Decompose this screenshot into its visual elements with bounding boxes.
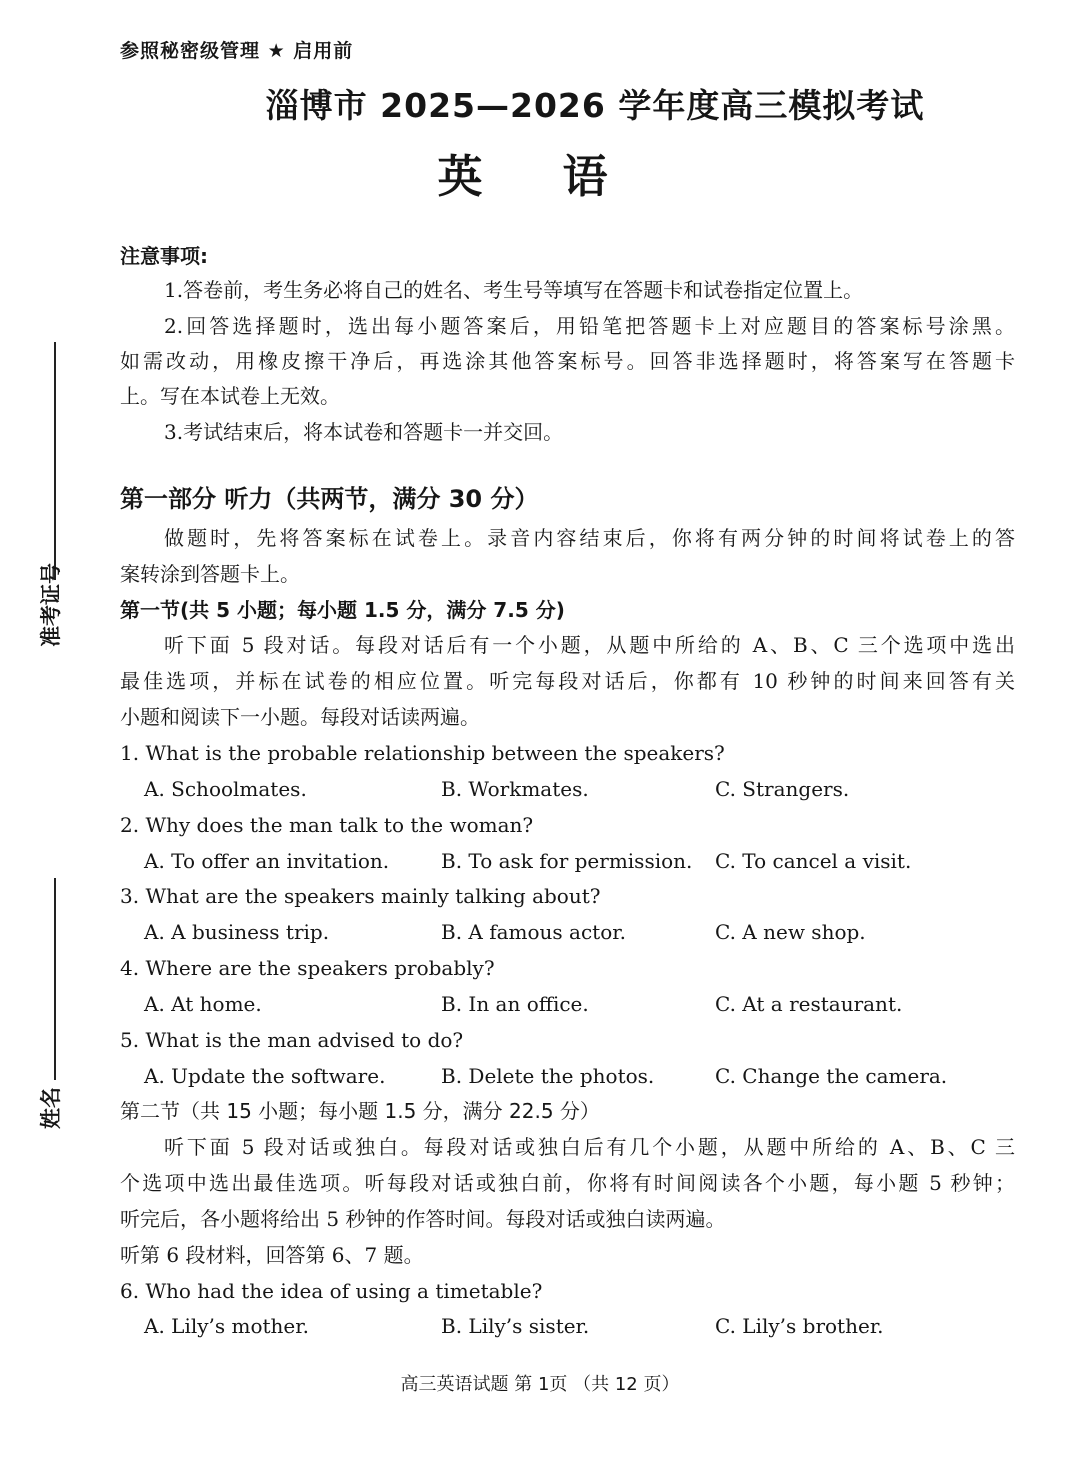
question-2: 2. Why does the man talk to the woman? <box>120 813 534 837</box>
question-2-option-c: C. To cancel a visit. <box>715 849 912 873</box>
question-3-option-c: C. A new shop. <box>715 920 866 944</box>
exam-id-label: 准考证号 <box>39 563 63 647</box>
question-5: 5. What is the man advised to do? <box>120 1028 464 1052</box>
section1-heading: 第一节(共 5 小题；每小题 1.5 分，满分 7.5 分) <box>120 598 565 622</box>
question-5-option-a: A. Update the software. <box>144 1064 386 1088</box>
section2-intro-line-2: 个选项中选出最佳选项。听每段对话或独白前，你将有时间阅读各个小题，每小题 5 秒钟； <box>120 1171 1015 1195</box>
question-1-option-c: C. Strangers. <box>715 777 850 801</box>
question-4: 4. Where are the speakers probably? <box>120 956 495 980</box>
section1-intro-line-1: 听下面 5 段对话。每段对话后有一个小题，从题中所给的 A、B、C 三个选项中选出 <box>164 633 1015 657</box>
question-1-option-b: B. Workmates. <box>441 777 589 801</box>
question-6-option-c: C. Lily’s brother. <box>715 1314 884 1338</box>
exam-id-line <box>54 342 56 580</box>
name-line <box>54 878 56 1080</box>
question-3-option-b: B. A famous actor. <box>441 920 626 944</box>
note-item-2-line-3: 上。写在本试卷上无效。 <box>120 384 340 408</box>
notes-heading: 注意事项: <box>120 244 208 268</box>
question-4-option-c: C. At a restaurant. <box>715 992 903 1016</box>
question-4-option-b: B. In an office. <box>441 992 589 1016</box>
note-item-1: 1.答卷前，考生务必将自己的姓名、考生号等填写在答题卡和试卷指定位置上。 <box>164 278 864 302</box>
question-4-option-a: A. At home. <box>144 992 262 1016</box>
section1-intro-line-2: 最佳选项，并标在试卷的相应位置。听完每段对话后，你都有 10 秒钟的时间来回答有关 <box>120 669 1015 693</box>
section2-intro-line-1: 听下面 5 段对话或独白。每段对话或独白后有几个小题，从题中所给的 A、B、C 三 <box>164 1135 1015 1159</box>
note-item-2-line-1: 2.回答选择题时，选出每小题答案后，用铅笔把答题卡上对应题目的答案标号涂黑。 <box>164 314 1015 338</box>
page-footer: 高三英语试题 第 1页 （共 12 页） <box>400 1374 680 1395</box>
subject-title: 英语 <box>437 150 688 203</box>
note-item-2-line-2: 如需改动，用橡皮擦干净后，再选涂其他答案标号。回答非选择题时，将答案写在答题卡 <box>120 349 1015 373</box>
exam-title: 淄博市 2025—2026 学年度高三模拟考试 <box>265 86 925 125</box>
part1-intro-line-1: 做题时，先将答案标在试卷上。录音内容结束后，你将有两分钟的时间将试卷上的答 <box>164 526 1015 550</box>
question-1: 1. What is the probable relationship between the speakers? <box>120 741 725 765</box>
question-5-option-b: B. Delete the photos. <box>441 1064 655 1088</box>
part1-intro-line-2: 案转涂到答题卡上。 <box>120 562 300 586</box>
section2-intro-line-3: 听完后，各小题将给出 5 秒钟的作答时间。每段对话或独白读两遍。 <box>120 1207 726 1231</box>
note-item-3: 3.考试结束后，将本试卷和答题卡一并交回。 <box>164 420 564 444</box>
question-6-option-a: A. Lily’s mother. <box>144 1314 309 1338</box>
question-2-option-a: A. To offer an invitation. <box>144 849 390 873</box>
part1-heading: 第一部分 听力（共两节，满分 30 分） <box>120 485 539 513</box>
question-6: 6. Who had the idea of using a timetable? <box>120 1279 543 1303</box>
secret-level-note: 参照秘密级管理 ★ 启用前 <box>120 40 354 62</box>
name-label: 姓名 <box>39 1087 63 1129</box>
question-3: 3. What are the speakers mainly talking about? <box>120 884 601 908</box>
question-2-option-b: B. To ask for permission. <box>441 849 693 873</box>
question-6-option-b: B. Lily’s sister. <box>441 1314 590 1338</box>
question-1-option-a: A. Schoolmates. <box>144 777 307 801</box>
question-3-option-a: A. A business trip. <box>144 920 330 944</box>
section2-heading: 第二节（共 15 小题；每小题 1.5 分，满分 22.5 分） <box>120 1099 600 1123</box>
question-5-option-c: C. Change the camera. <box>715 1064 948 1088</box>
section1-intro-line-3: 小题和阅读下一小题。每段对话读两遍。 <box>120 705 480 729</box>
material-6-instruction: 听第 6 段材料，回答第 6、7 题。 <box>120 1243 424 1267</box>
